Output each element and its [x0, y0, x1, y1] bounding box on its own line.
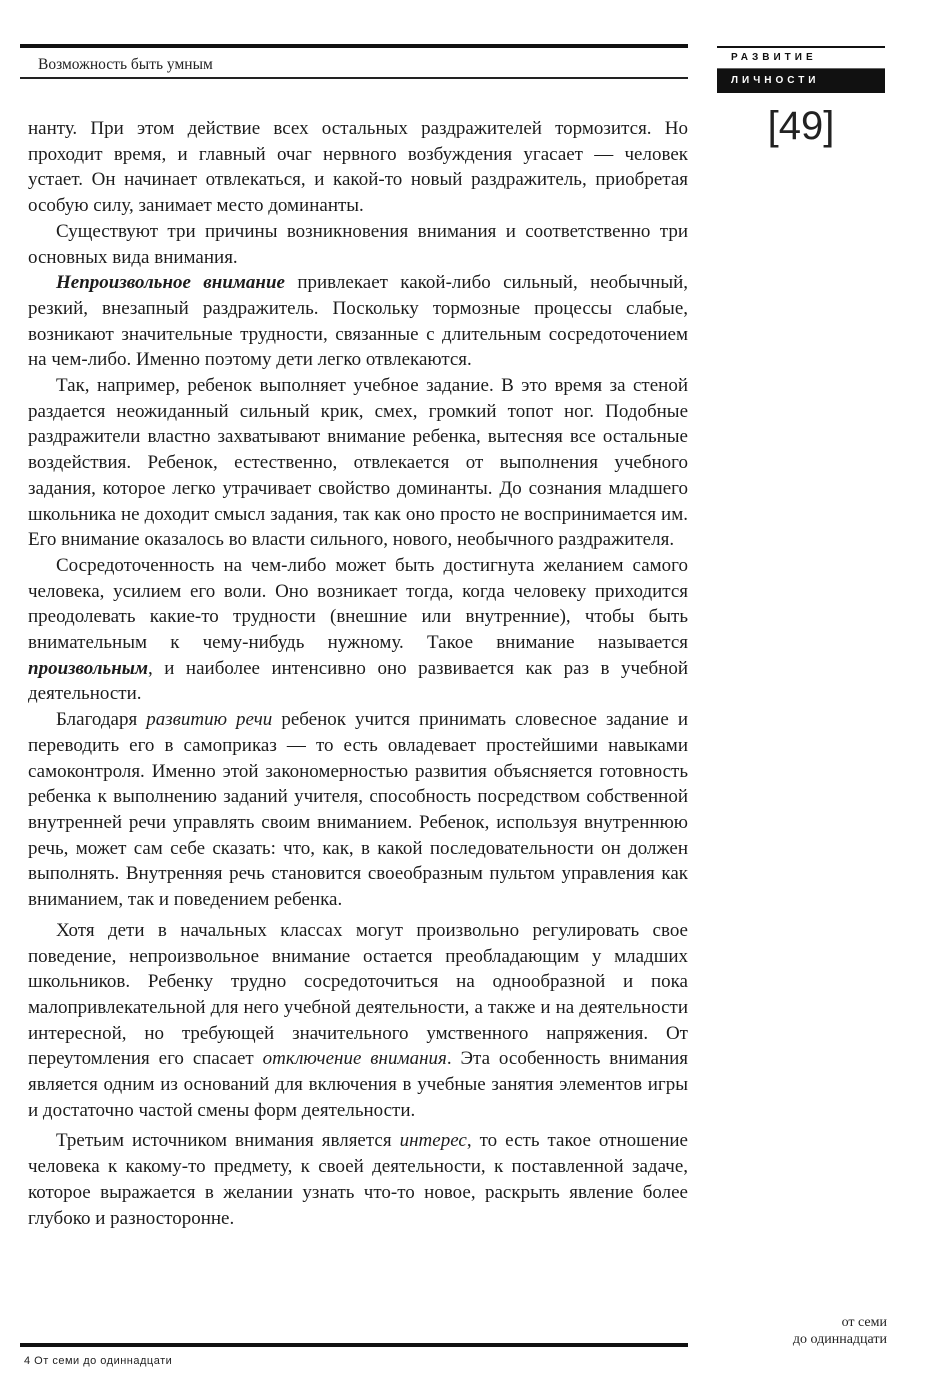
section-tag	[717, 46, 885, 93]
paragraph	[28, 373, 688, 553]
emphasis-term: интерес	[399, 1130, 467, 1152]
paragraph	[28, 270, 688, 373]
emphasis-term: отключение внимания	[262, 1048, 447, 1070]
header-subrule	[20, 77, 688, 79]
paragraph-text: Существуют три причины возникновения внимания и соответственно три основных вида внимания.	[28, 220, 688, 268]
paragraph	[28, 116, 688, 219]
emphasis-term: произвольным	[28, 657, 148, 679]
paragraph-text: Так, например, ребенок выполняет учебное задание. В это время за стеной раздается неожиданный сильный крик, смех, громкий топот ног. Подобные раздражители властно захватывают внимание ребенка, вытесняя все остальные воздействия. Ребенок, естественно, отвлекается от выполнения учебного задания, которое легко утрачивает свойство доминанты. До сознания младшего школьника не доходит смысл задания, так как оно просто не воспринимается им. Его внимание оказалось во власти сильного, нового, необычного раздражителя.	[28, 375, 688, 551]
emphasis-term: Непроизвольное внимание	[56, 272, 285, 294]
paragraph	[28, 553, 688, 707]
emphasis-term: развитию речи	[146, 709, 273, 731]
header-rule	[20, 44, 688, 48]
side-footer-line2: до одиннадцати	[792, 1332, 887, 1347]
side-footer-line1: от семи	[841, 1315, 887, 1330]
paragraph	[28, 707, 688, 913]
paragraph-text: , и наиболее интенсивно оно развивается как раз в учебной деятельности.	[28, 657, 688, 705]
paragraph-text: Третьим источником внимания является	[56, 1130, 400, 1152]
paragraph-text: Благодаря	[56, 709, 147, 731]
paragraph	[28, 1128, 688, 1231]
body-text	[28, 116, 688, 1231]
paragraph	[28, 219, 688, 270]
paragraph-text: . Эта особенность внимания является одним из оснований для включения в учебные занятия элементов игры и достаточно частой смены форм деятельности.	[28, 1048, 689, 1121]
running-title: Возможность быть умным	[38, 56, 213, 73]
paragraph-text: Сосредоточенность на чем-либо может быть достигнута желанием самого человека, усилием его воли. Оно возникает тогда, когда человеку приходится преодолевать какие-то трудности (внешние или внутренние), чтобы быть внимательным к чему-нибудь нужному. Такое внимание называется	[28, 554, 688, 654]
section-tag-line1: РАЗВИТИЕ	[717, 46, 885, 69]
paragraph	[28, 918, 688, 1124]
paragraph-text: нанту. При этом действие всех остальных раздражителей тормозится. Но проходит время, и главный очаг нервного возбуждения угасает — человек устает. Он начинает отвлекаться, и какой-то новый раздражитель, приобретая особую силу, занимает место доминанты.	[28, 118, 688, 217]
paragraph-text: привлекает какой-либо сильный, необычный, резкий, внезапный раздражитель. Поскольку тормозные процессы слабые, возникают значительные трудности, связанные с длительным сосредоточением на чем-либо. Именно поэтому дети легко отвлекаются.	[28, 272, 689, 371]
side-footer	[793, 1314, 887, 1348]
page-number: [49]	[767, 104, 835, 148]
footer-label: 4 От семи до одиннадцати	[24, 1355, 173, 1367]
paragraph-text: , то есть такое отношение человека к какому-то предмету, к своей деятельности, к поставленной задаче, которое выражается в желании узнать что-то новое, раскрыть явление более глубоко и разносторонне.	[28, 1130, 688, 1229]
paragraph-text: Хотя дети в начальных классах могут произвольно регулировать свое поведение, непроизвольное внимание остается преобладающим у младших школьников. Ребенку трудно сосредоточиться на однообразной и пока малопривлекательной для него учебной деятельности, а также и на деятельности интересной, но требующей значительного умственного напряжения. От переутомления его спасает	[28, 919, 688, 1070]
paragraph-text: ребенок учится принимать словесное задание и переводить его в самоприказ — то есть овладевает простейшими навыками самоконтроля. Именно этой закономерностью развития объясняется готовность ребенка к выполнению заданий учителя, способность посредством собственной внутренней речи управлять своим вниманием. Ребенок, используя внутреннюю речь, может сам себе сказать: что, как, в какой последовательности он должен выполнять. Внутренняя речь становится своеобразным пультом управления как вниманием, так и поведением ребенка.	[28, 709, 689, 911]
footer-rule	[20, 1343, 688, 1347]
section-tag-line2: ЛИЧНОСТИ	[717, 69, 885, 93]
